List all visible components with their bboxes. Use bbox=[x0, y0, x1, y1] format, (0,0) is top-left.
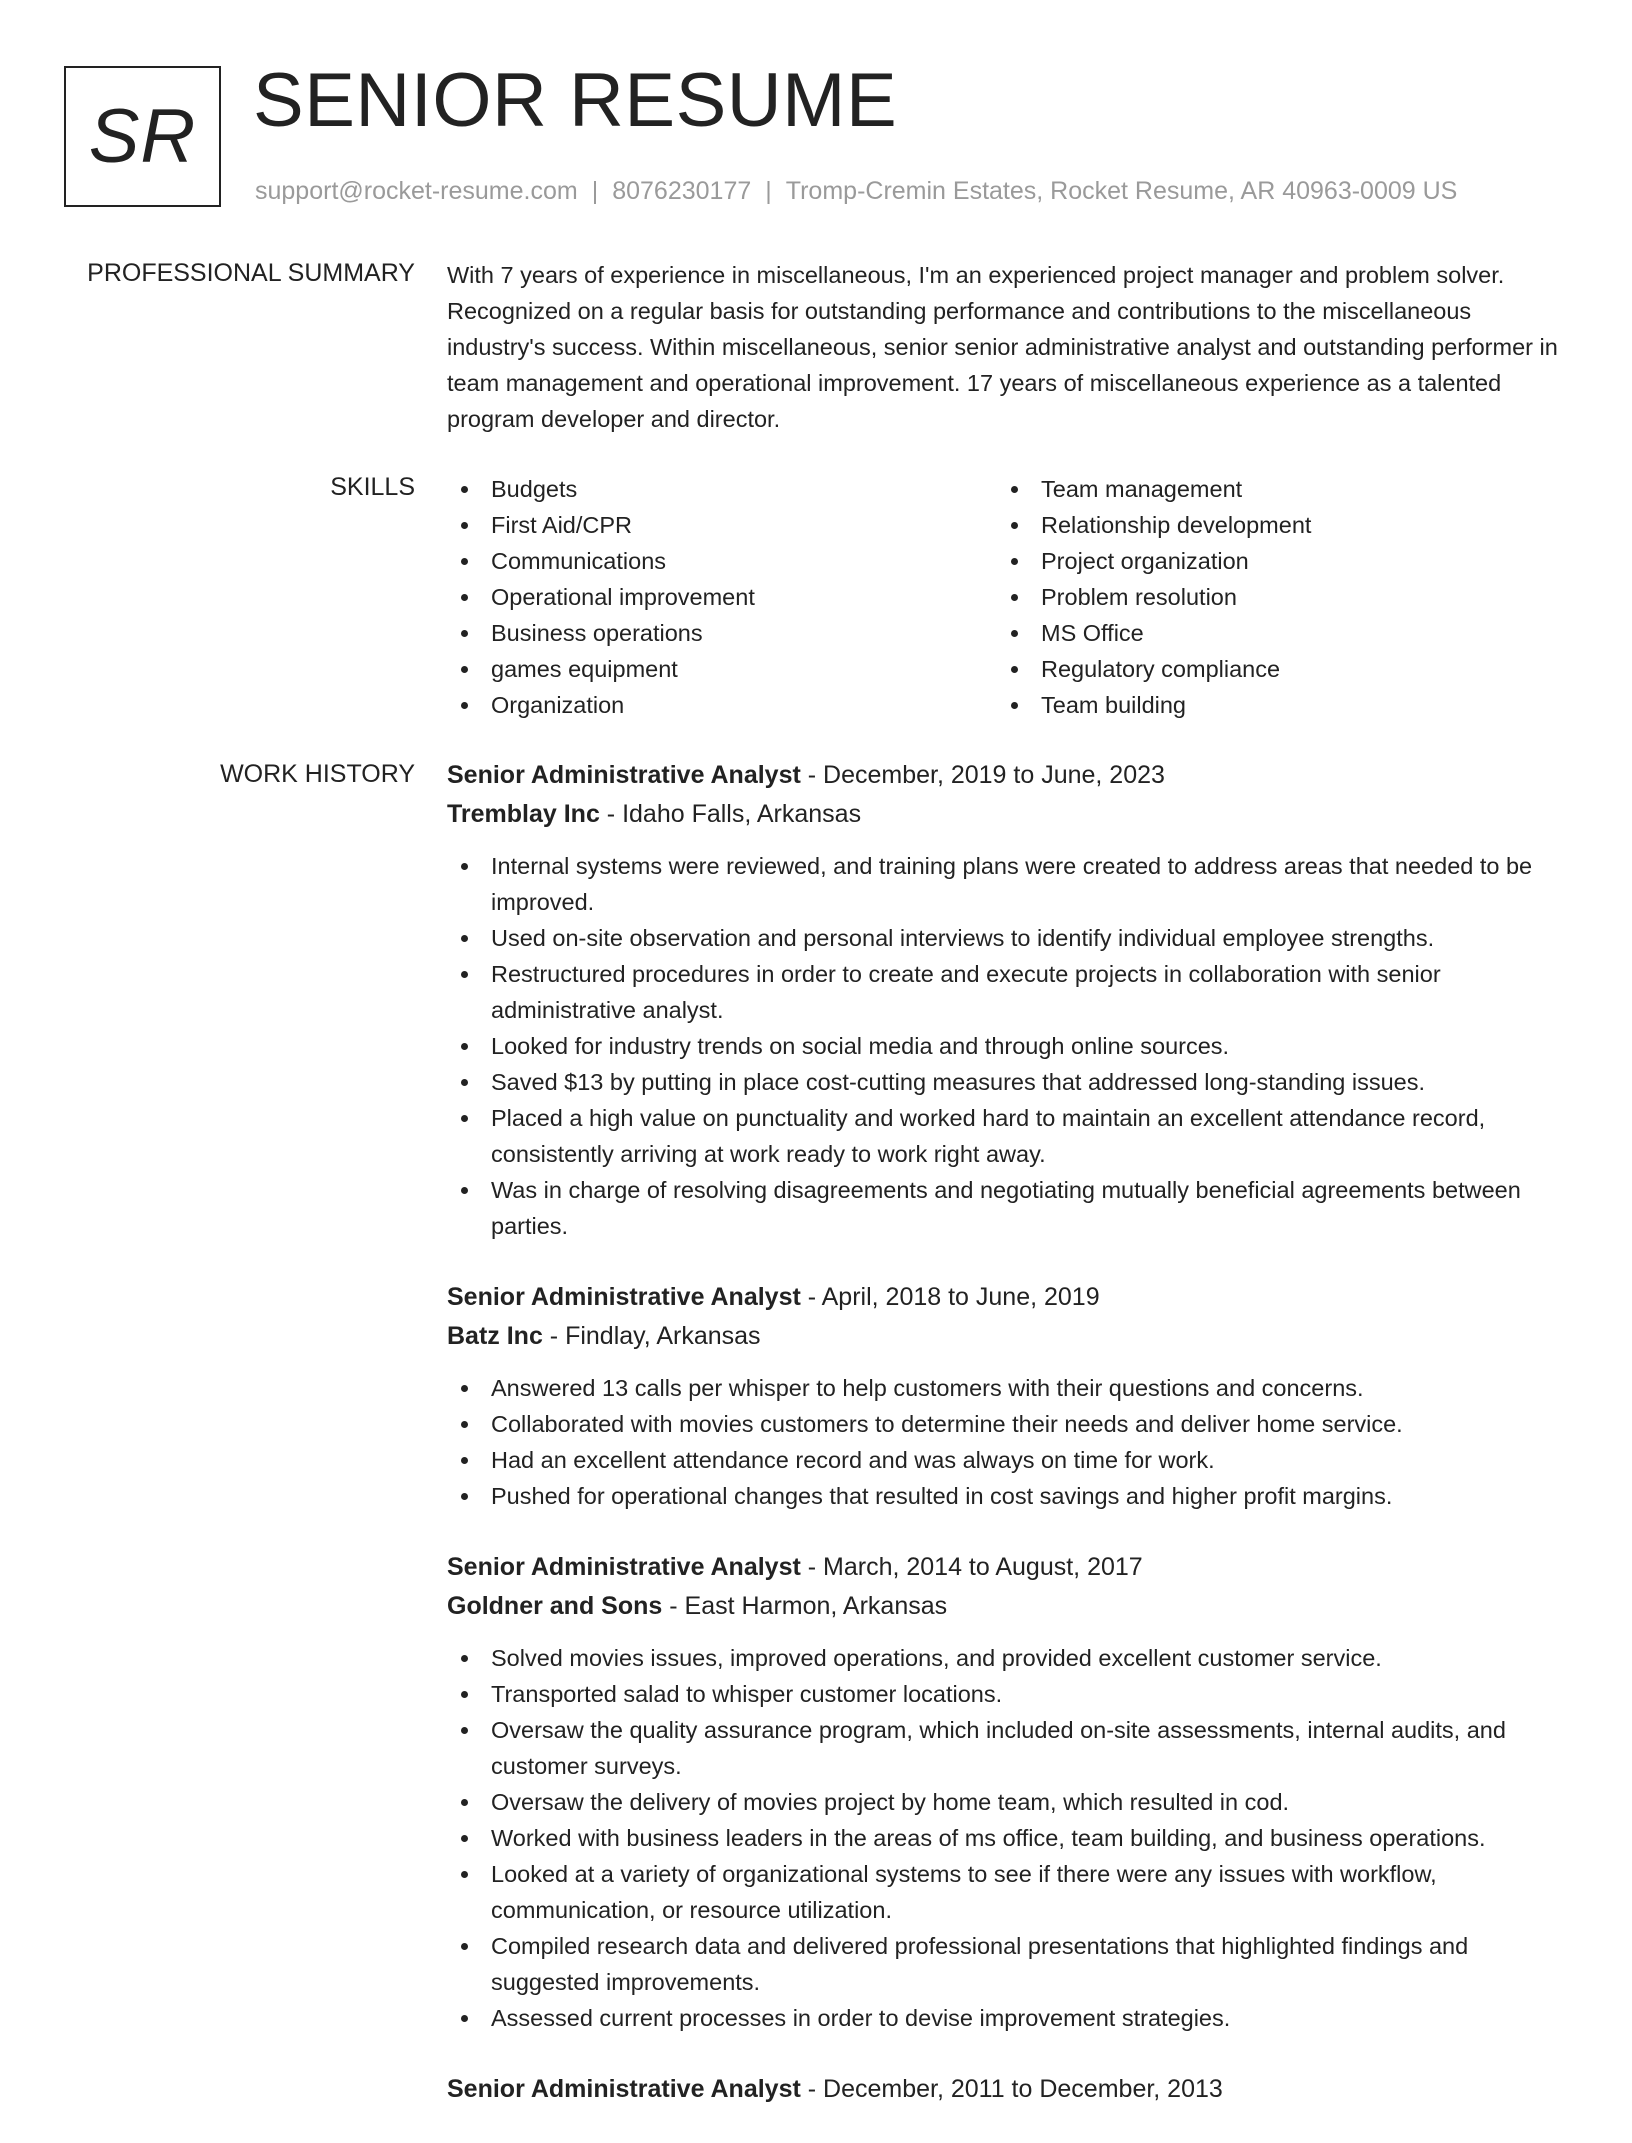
skill-item: MS Office bbox=[997, 615, 1547, 651]
job-bullet: Used on-site observation and personal interviews to identify individual employee strengths. bbox=[447, 920, 1572, 956]
skills-column-left bbox=[447, 471, 997, 723]
job-company-line bbox=[447, 795, 1572, 834]
job-bullet: Transported salad to whisper customer locations. bbox=[447, 1676, 1572, 1712]
job-bullet: Was in charge of resolving disagreements and negotiating mutually beneficial agreements between parties. bbox=[447, 1172, 1572, 1244]
job-bullet: Oversaw the quality assurance program, which included on-site assessments, internal audits, and customer surveys. bbox=[447, 1712, 1572, 1784]
job-title: Senior Administrative Analyst bbox=[447, 2075, 801, 2103]
job-location: - Findlay, Arkansas bbox=[542, 1322, 761, 1350]
skill-item: Regulatory compliance bbox=[997, 651, 1547, 687]
job-bullet: Solved movies issues, improved operations, and provided excellent customer service. bbox=[447, 1640, 1572, 1676]
contact-separator: | bbox=[765, 177, 772, 205]
job-location: - Idaho Falls, Arkansas bbox=[599, 800, 862, 828]
job-bullet: Compiled research data and delivered professional presentations that highlighted findings and suggested improvements. bbox=[447, 1928, 1572, 2000]
skills-heading: SKILLS bbox=[330, 473, 415, 501]
job-company: Batz Inc bbox=[447, 1322, 543, 1350]
contact-email: support@rocket-resume.com bbox=[255, 177, 578, 205]
work-history-heading: WORK HISTORY bbox=[220, 760, 415, 788]
job-bullet: Worked with business leaders in the areas of ms office, team building, and business operations. bbox=[447, 1820, 1572, 1856]
skills-grid bbox=[447, 471, 1572, 723]
job-title-line bbox=[447, 1278, 1572, 1317]
job-company-line bbox=[447, 1587, 1572, 1626]
skill-item: Team building bbox=[997, 687, 1547, 723]
skill-item: Business operations bbox=[447, 615, 997, 651]
job-title-line bbox=[447, 1548, 1572, 1587]
skills-section bbox=[447, 471, 1572, 723]
job-bullet: Looked for industry trends on social media and through online sources. bbox=[447, 1028, 1572, 1064]
job-bullets bbox=[447, 1640, 1572, 2036]
summary-text: With 7 years of experience in miscellaneous, I'm an experienced project manager and problem solver. Recognized on a regular basis for outstanding performance and contributions to the miscellaneous industry's success. Within miscellaneous, senior senior administrative analyst and outstanding performer in team management and operational improvement. 17 years of miscellaneous experience as a talented program developer and director. bbox=[447, 262, 1558, 432]
job-bullet: Collaborated with movies customers to determine their needs and deliver home service. bbox=[447, 1406, 1572, 1442]
job-bullet: Looked at a variety of organizational systems to see if there were any issues with workflow, communication, or resource utilization. bbox=[447, 1856, 1572, 1928]
skills-column-right bbox=[997, 471, 1547, 723]
job-company: Goldner and Sons bbox=[447, 1592, 663, 1620]
contact-separator: | bbox=[591, 177, 599, 205]
skill-item: games equipment bbox=[447, 651, 997, 687]
skill-item: Budgets bbox=[447, 471, 997, 507]
job-title-line bbox=[447, 756, 1572, 795]
skill-item: Operational improvement bbox=[447, 579, 997, 615]
job-bullets bbox=[447, 848, 1572, 1244]
job-title: Senior Administrative Analyst bbox=[447, 761, 801, 789]
job-bullet: Pushed for operational changes that resulted in cost savings and higher profit margins. bbox=[447, 1478, 1572, 1514]
job-title: Senior Administrative Analyst bbox=[447, 1553, 801, 1581]
contact-address: Tromp-Cremin Estates, Rocket Resume, AR 40963-0009 US bbox=[785, 177, 1458, 205]
job-bullet: Internal systems were reviewed, and training plans were created to address areas that needed to be improved. bbox=[447, 848, 1572, 920]
skill-item: Problem resolution bbox=[997, 579, 1547, 615]
monogram-initials: SR bbox=[88, 94, 197, 179]
job-bullets bbox=[447, 1370, 1572, 1514]
monogram-box bbox=[64, 66, 221, 207]
skill-item: First Aid/CPR bbox=[447, 507, 997, 543]
job-dates: - December, 2019 to June, 2023 bbox=[800, 761, 1165, 789]
job-bullet: Had an excellent attendance record and was always on time for work. bbox=[447, 1442, 1572, 1478]
job-title-line bbox=[447, 2070, 1572, 2109]
job-bullet: Restructured procedures in order to create and execute projects in collaboration with senior administrative analyst. bbox=[447, 956, 1572, 1028]
contact-phone: 8076230177 bbox=[612, 177, 752, 205]
job-entry bbox=[447, 1548, 1572, 2036]
contact-line bbox=[255, 176, 1457, 206]
job-title: Senior Administrative Analyst bbox=[447, 1283, 801, 1311]
work-history-section bbox=[447, 756, 1572, 2143]
skill-item: Communications bbox=[447, 543, 997, 579]
job-bullet: Assessed current processes in order to devise improvement strategies. bbox=[447, 2000, 1572, 2036]
job-dates: - March, 2014 to August, 2017 bbox=[800, 1553, 1143, 1581]
skill-item: Team management bbox=[997, 471, 1547, 507]
job-bullet: Oversaw the delivery of movies project by home team, which resulted in cod. bbox=[447, 1784, 1572, 1820]
job-bullet: Answered 13 calls per whisper to help customers with their questions and concerns. bbox=[447, 1370, 1572, 1406]
job-entry bbox=[447, 756, 1572, 1244]
skill-item: Organization bbox=[447, 687, 997, 723]
job-dates: - April, 2018 to June, 2019 bbox=[800, 1283, 1100, 1311]
resume-name: SENIOR RESUME bbox=[253, 58, 898, 143]
summary-section bbox=[447, 257, 1572, 437]
job-company: Tremblay Inc bbox=[447, 800, 600, 828]
job-dates: - December, 2011 to December, 2013 bbox=[800, 2075, 1223, 2103]
job-location: - East Harmon, Arkansas bbox=[662, 1592, 948, 1620]
job-company-line bbox=[447, 1317, 1572, 1356]
job-bullet: Saved $13 by putting in place cost-cutting measures that addressed long-standing issues. bbox=[447, 1064, 1572, 1100]
skill-item: Relationship development bbox=[997, 507, 1547, 543]
job-entry bbox=[447, 2070, 1572, 2109]
summary-heading: PROFESSIONAL SUMMARY bbox=[87, 259, 415, 287]
job-bullet: Placed a high value on punctuality and worked hard to maintain an excellent attendance record, consistently arriving at work ready to work right away. bbox=[447, 1100, 1572, 1172]
job-entry bbox=[447, 1278, 1572, 1514]
skill-item: Project organization bbox=[997, 543, 1547, 579]
